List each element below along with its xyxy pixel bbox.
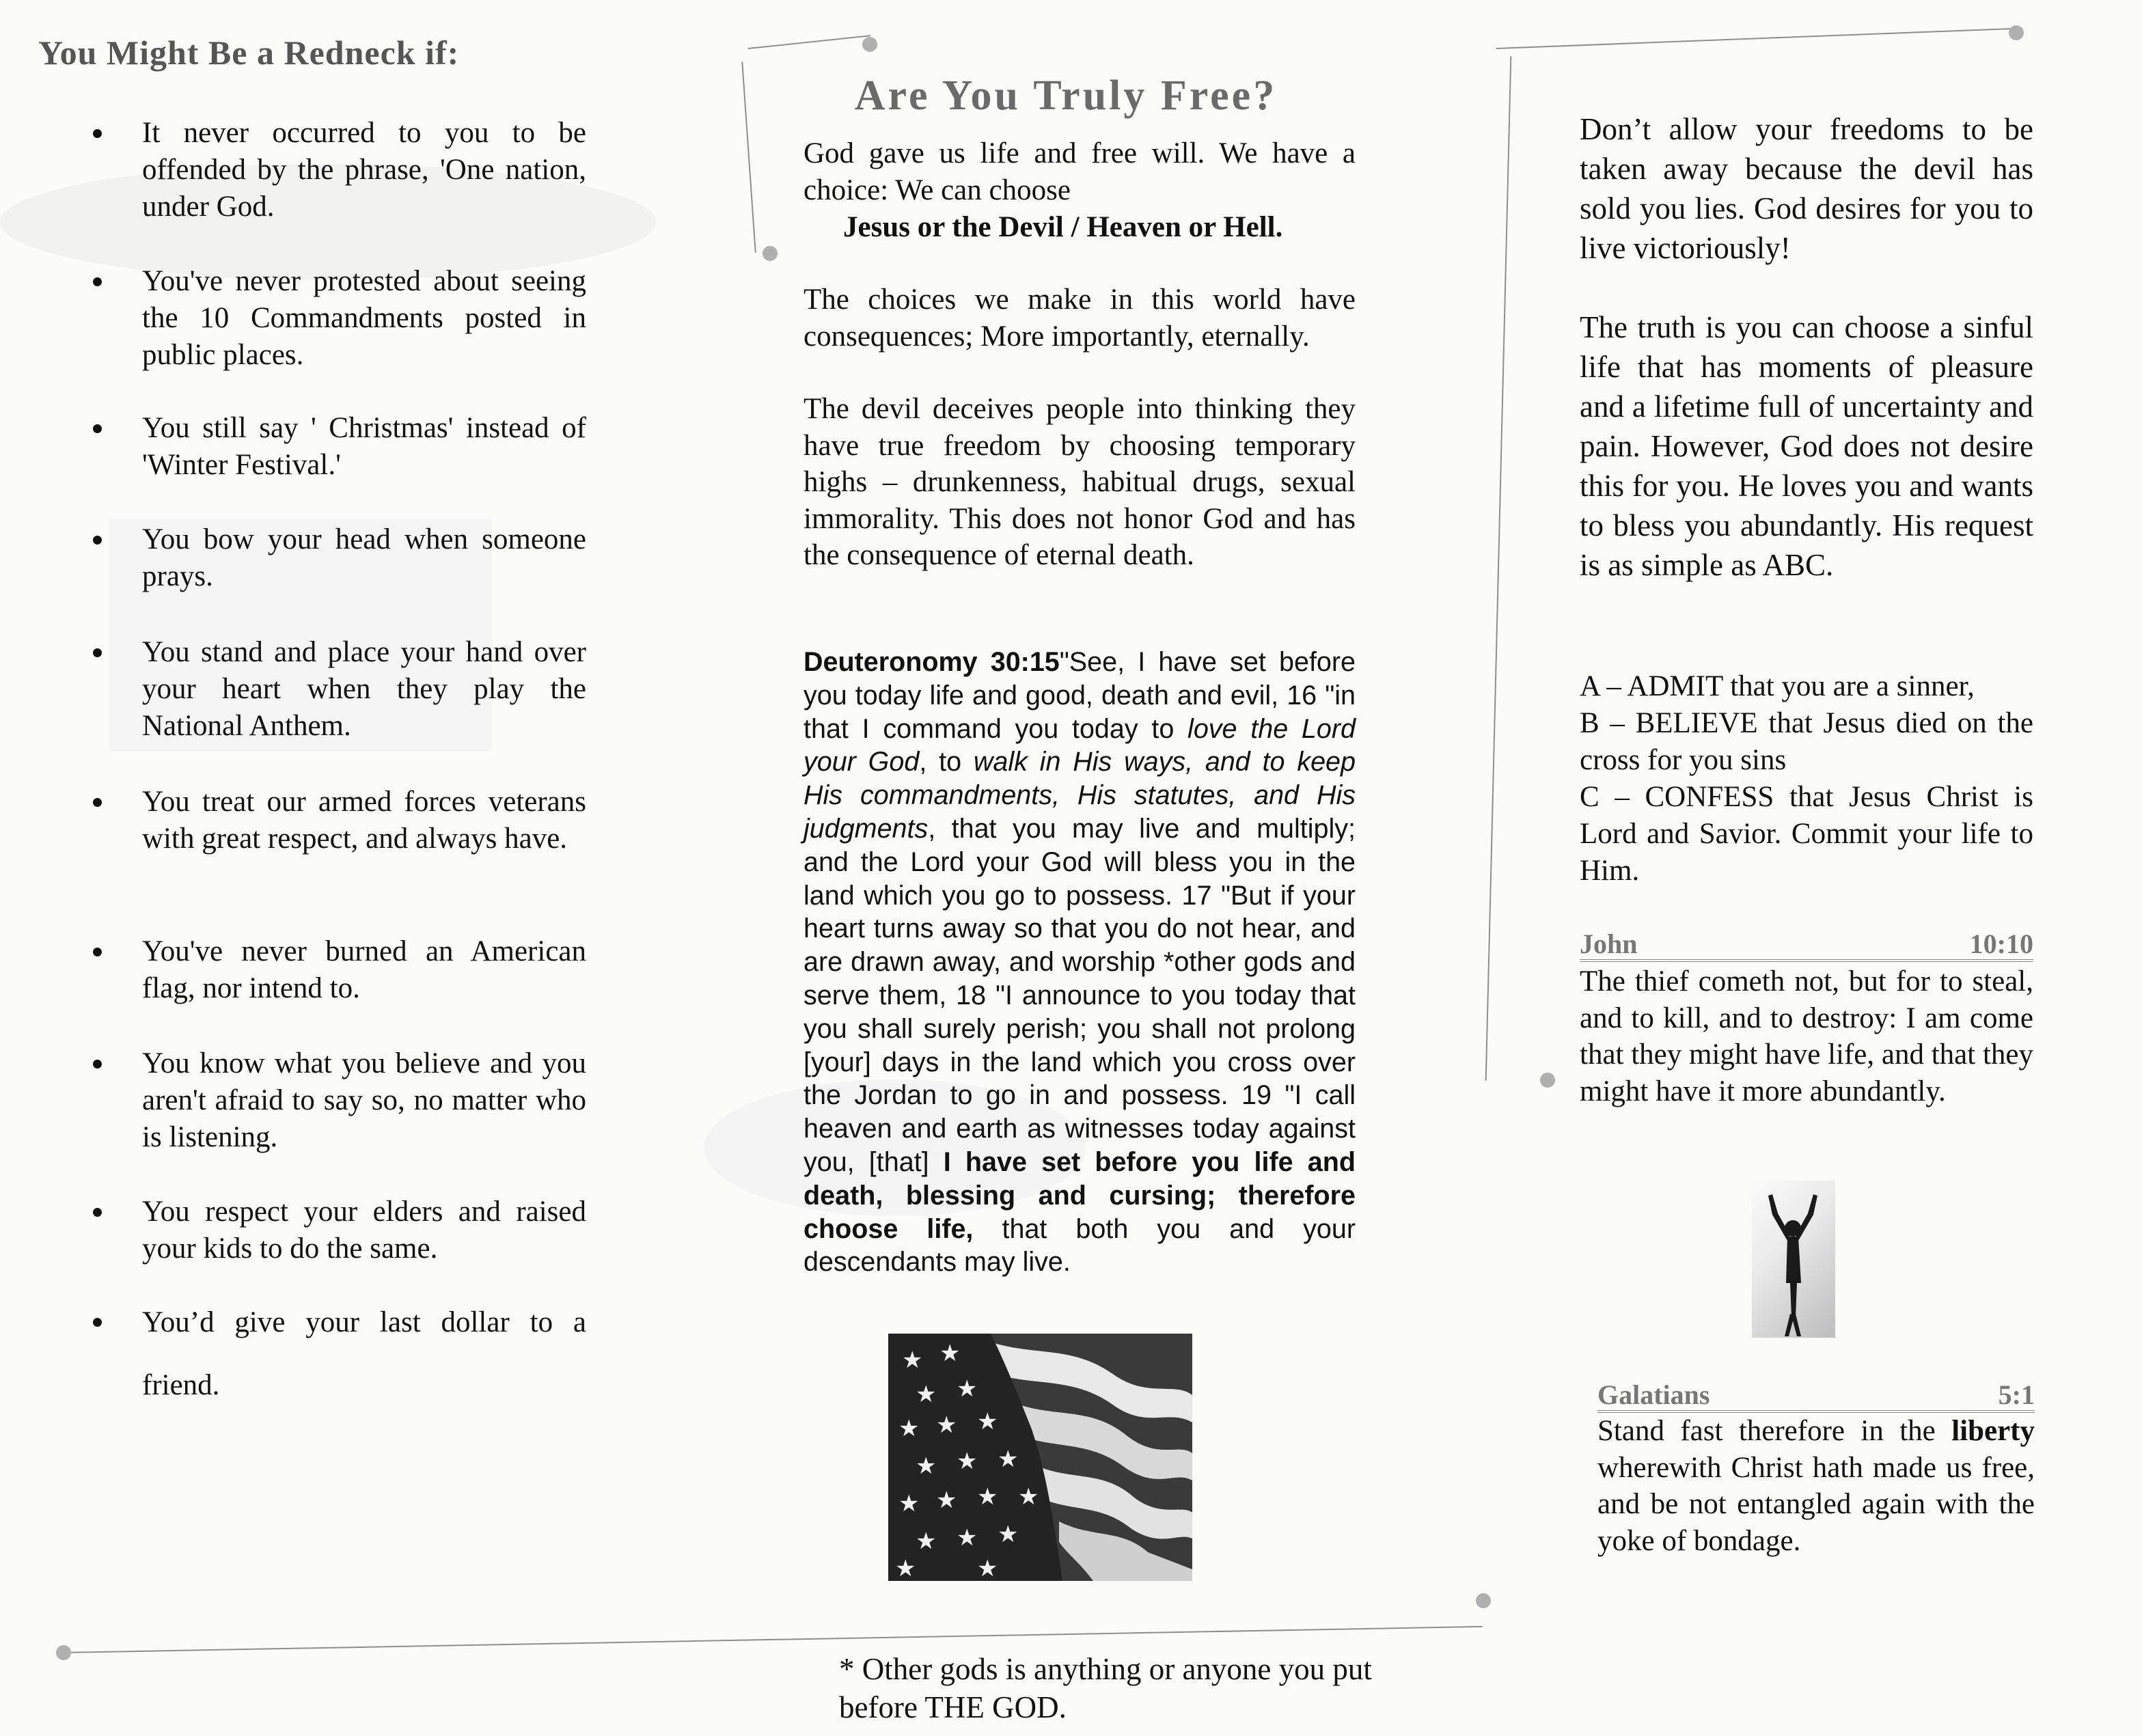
bullet-icon [93,948,102,956]
raised-arms-figure-image [1752,1181,1835,1338]
american-flag-image [888,1334,1192,1581]
svg-text:★: ★ [998,1521,1019,1548]
john-reference [1580,929,2033,962]
svg-text:★: ★ [1018,1483,1039,1511]
intro-text: God gave us life and free will. We have a choice: We can choose [804,137,1356,206]
verse-number: 5:1 [1998,1379,2035,1410]
svg-text:★: ★ [898,1490,920,1517]
passage-bold: I have set before you life and death, blessing and cursing; therefore choose life, [804,1146,1356,1244]
list-item [142,521,586,595]
bullet-icon [93,1208,102,1217]
bullet-icon [93,1060,102,1069]
list-item [142,1304,586,1417]
svg-text:★: ★ [957,1448,978,1475]
bullet-icon [93,129,102,138]
bullet-icon [93,277,102,286]
svg-text:★: ★ [895,1555,916,1581]
svg-text:★: ★ [957,1375,978,1403]
middle-column-title: Are You Truly Free? [854,72,1278,119]
frame-dot [1476,1593,1491,1608]
svg-text:★: ★ [939,1340,961,1367]
frame-dot [1540,1073,1555,1088]
frame-line-right-left [1485,56,1512,1081]
list-item-text: You've never protested about seeing the 10 Commandments posted in public places. [142,265,586,371]
list-item [142,634,586,745]
list-item [142,933,586,1007]
list-item [142,410,586,484]
list-item-text: You respect your elders and raised your kids to do the same. [142,1196,586,1265]
left-column-title: You Might Be a Redneck if: [38,33,460,72]
list-item [142,263,586,374]
verse-bold-word: liberty [1951,1415,2035,1447]
list-item-text: It never occurred to you to be offended by the phrase, 'One nation, under God. [142,117,586,223]
truth-paragraph: The truth is you can choose a sinful life that has moments of pleasure and a lifetime full of uncertainty and pain. However, God does not desire this for you. He loves you and wants to bless you abundantly. His request is as simple as ABC. [1580,310,2033,582]
svg-text:★: ★ [898,1415,920,1442]
bullet-icon [93,648,102,657]
svg-text:★: ★ [916,1452,937,1480]
galatians-verse [1597,1413,2035,1559]
frame-line-mid-left [741,61,756,252]
frame-dot [763,246,778,261]
svg-text:★: ★ [936,1411,957,1439]
bullet-icon [93,424,102,433]
list-item-text: You bow your head when someone prays. [142,523,586,592]
frame-line-bottom [61,1626,1483,1653]
svg-text:★: ★ [916,1381,937,1408]
frame-line-right-top [1496,27,2022,49]
passage-italic: love the Lord your God [804,713,1356,777]
frame-dot [56,1645,71,1660]
choices-paragraph: The choices we make in this world have consequences; More importantly, eternally. [804,284,1356,353]
verse-book: John [1580,928,1638,959]
list-item [142,1045,586,1156]
svg-text:★: ★ [916,1528,937,1555]
frame-dot [862,37,877,52]
svg-text:★: ★ [977,1408,998,1435]
svg-text:★: ★ [902,1347,923,1374]
list-item-text: You’d give your last dollar to a friend. [142,1306,586,1401]
frame-dot [2009,25,2024,40]
list-item-text: You still say ' Christmas' instead of 'Winter Festival.' [142,412,586,481]
passage-text: that both you and your descendants may live. [804,1213,1356,1278]
bullet-icon [93,1318,102,1327]
list-item-text: You've never burned an American flag, nor intend to. [142,935,586,1004]
list-item-text: You treat our armed forces veterans with great respect, and always have. [142,786,586,855]
passage-text: "See, I have set before you today life and good, death and evil, 16 "in that I command you today to [804,647,1356,744]
deuteronomy-passage [804,646,1356,1279]
abc-believe: B – BELIEVE that Jesus died on the cross for you sins [1580,707,2033,776]
svg-text:★: ★ [957,1524,978,1552]
passage-text: , that you may live and multiply; and the Lord your God will bless you in the land which you go to possess. 17 "But if your heart turns away so that you do not hear, and are drawn away, and worship *other gods and serve them, 18 "I announce to you today that you shall surely perish; you shall not prolong [your] days in the land which you cross over the Jordan to go in and possess. 19 "I call heaven and earth as witnesses today against you, [that] [804,813,1356,1177]
abc-block [1580,668,2033,890]
choice-line: Jesus or the Devil / Heaven or Hell. [843,211,1283,243]
deuteronomy-reference: Deuteronomy 30:15 [804,647,1060,677]
list-item [142,1194,586,1267]
frame-line-mid-top [748,35,870,49]
list-item-text: You know what you believe and you aren't afraid to say so, no matter who is listening. [142,1047,586,1153]
intro-paragraph [804,135,1356,208]
abc-admit: A – ADMIT that you are a sinner, [1580,670,1975,702]
verse-text: Stand fast therefore in the [1597,1415,1952,1447]
list-item [142,115,586,225]
footnote: * Other gods is anything or anyone you put before THE GOD. [839,1652,1372,1724]
list-item-text: You stand and place your hand over your heart when they play the National Anthem. [142,636,586,742]
passage-italic: walk in His ways, and to keep His commandments, His statutes, and His judgments [804,747,1356,844]
john-verse: The thief cometh not, but for to steal, and to kill, and to destroy: I am come that they might have life, and that they might have it more abundantly. [1580,965,2033,1107]
passage-text: , to [919,747,974,777]
bullet-icon [93,798,102,807]
freedom-paragraph: Don’t allow your freedoms to be taken away because the devil has sold you lies. God desires for you to live victoriously! [1580,112,2033,265]
svg-text:★: ★ [998,1446,1019,1473]
verse-book: Galatians [1597,1379,1710,1410]
svg-text:★: ★ [977,1483,998,1511]
list-item [142,784,586,857]
bullet-icon [93,536,102,545]
galatians-reference [1597,1380,2035,1413]
devil-paragraph: The devil deceives people into thinking they have true freedom by choosing temporary highs – drunkenness, habitual drugs, sexual immorality. This does not honor God and has the consequence of eternal death. [804,393,1356,571]
verse-number: 10:10 [1969,928,2033,959]
svg-text:★: ★ [977,1555,998,1581]
abc-confess: C – CONFESS that Jesus Christ is Lord and Savior. Commit your life to Him. [1580,781,2033,887]
svg-text:★: ★ [936,1487,957,1514]
verse-text: wherewith Christ hath made us free, and be not entangled again with the yoke of bondage. [1597,1451,2035,1557]
